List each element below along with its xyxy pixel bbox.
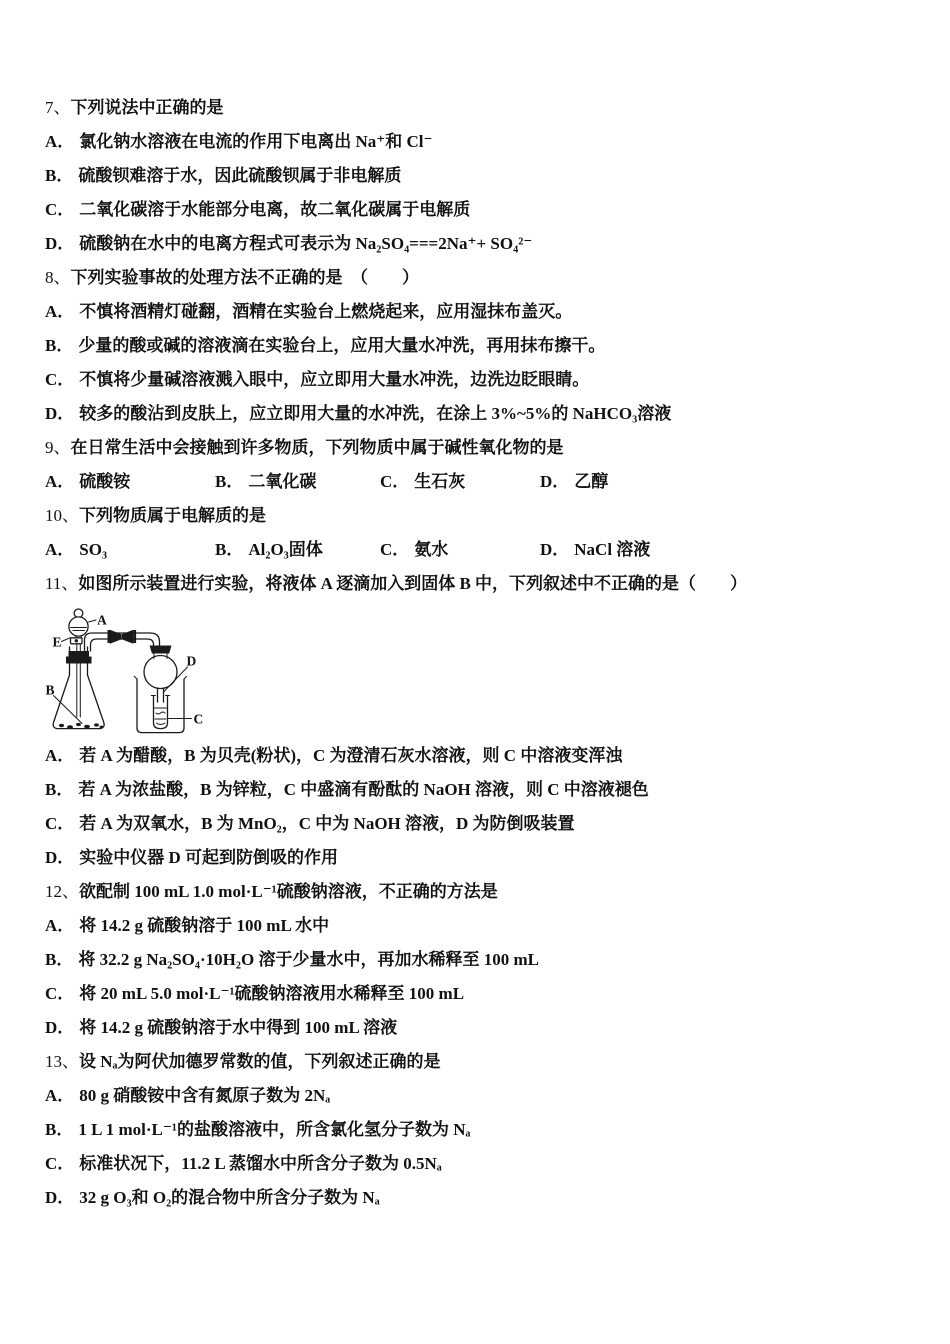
option (380, 533, 448, 567)
option (45, 125, 950, 159)
question-stem (45, 431, 950, 465)
option-label: A． (45, 132, 75, 151)
question-stem (45, 499, 950, 533)
option (380, 465, 465, 499)
option-label: A． (45, 540, 75, 559)
option-text: 若 A 为双氧水，B 为 MnO₂，C 中为 NaOH 溶液，D 为防倒吸装置 (79, 814, 575, 833)
option-label: D． (45, 1018, 75, 1037)
option (45, 363, 950, 397)
option-label: D． (45, 404, 75, 423)
question-10 (45, 499, 950, 567)
option-text: 1 L 1 mol·L⁻¹的盐酸溶液中，所含氯化氢分子数为 Nₐ (78, 1120, 471, 1139)
option-text: 二氧化碳溶于水能部分电离，故二氧化碳属于电解质 (79, 200, 471, 219)
option-label: C． (45, 984, 75, 1003)
question-7 (45, 91, 950, 261)
option (45, 397, 950, 431)
diagram-label-d: D (186, 653, 197, 669)
option-text: 较多的酸沾到皮肤上，应立即用大量的水冲洗，在涂上 3%~5%的 NaHCO₃溶液 (79, 404, 672, 423)
option-text: 氨水 (414, 540, 449, 559)
option-label: D． (45, 234, 75, 253)
option-text: 氯化钠水溶液在电流的作用下电离出 Na⁺和 Cl⁻ (79, 132, 433, 151)
option-text: 不慎将酒精灯碰翻，酒精在实验台上燃烧起来，应用湿抹布盖灭。 (79, 302, 573, 321)
option (45, 465, 130, 499)
option (45, 227, 950, 261)
option (45, 533, 107, 567)
option-text: 硫酸钡难溶于水，因此硫酸钡属于非电解质 (78, 166, 402, 185)
option-row (45, 465, 950, 499)
question-stem-text: 下列物质属于电解质的是 (79, 506, 266, 525)
option-label: A． (45, 916, 75, 935)
option-label: D． (45, 1188, 75, 1207)
option-text: NaCl 溶液 (574, 540, 651, 559)
option-label: A． (45, 302, 75, 321)
option (45, 943, 950, 977)
option (45, 1113, 950, 1147)
question-stem-text: 下列实验事故的处理方法不正确的是 （ ） (70, 268, 419, 287)
option (215, 533, 323, 567)
question-13 (45, 1045, 950, 1215)
option (45, 159, 950, 193)
question-stem (45, 567, 950, 601)
option (45, 1147, 950, 1181)
question-stem-text: 下列说法中正确的是 (70, 98, 224, 117)
question-stem-text: 在日常生活中会接触到许多物质，下列物质中属于碱性氧化物的是 (70, 438, 564, 457)
option (45, 739, 950, 773)
option-label: B． (45, 336, 74, 355)
apparatus-diagram (45, 601, 950, 739)
question-stem-text: 如图所示装置进行实验，将液体 A 逐滴加入到固体 B 中，下列叙述中不正确的是（ ） (78, 574, 748, 593)
option-text: 若 A 为浓盐酸，B 为锌粒，C 中盛滴有酚酞的 NaOH 溶液，则 C 中溶液褪色 (78, 780, 649, 799)
option (45, 1011, 950, 1045)
option-label: B． (215, 540, 244, 559)
pinch-clamp (108, 630, 137, 644)
question-number: 10、 (45, 506, 79, 525)
option (540, 533, 650, 567)
option (45, 773, 950, 807)
option (45, 329, 950, 363)
option (540, 465, 608, 499)
option-text: 不慎将少量碱溶液溅入眼中，应立即用大量水冲洗，边洗边眨眼睛。 (79, 370, 590, 389)
question-stem-text: 设 Nₐ为阿伏加德罗常数的值，下列叙述正确的是 (79, 1052, 441, 1071)
option-text: 二氧化碳 (248, 472, 317, 491)
option-label: A． (45, 472, 75, 491)
option-text: 将 14.2 g 硫酸钠溶于 100 mL 水中 (79, 916, 330, 935)
question-number: 13、 (45, 1052, 79, 1071)
question-stem-text: 欲配制 100 mL 1.0 mol·L⁻¹硫酸钠溶液，不正确的方法是 (79, 882, 498, 901)
option-text: 将 20 mL 5.0 mol·L⁻¹硫酸钠溶液用水稀释至 100 mL (79, 984, 465, 1003)
question-stem (45, 875, 950, 909)
option-text: 标准状况下，11.2 L 蒸馏水中所含分子数为 0.5Nₐ (79, 1154, 442, 1173)
option-label: B． (45, 166, 74, 185)
option-label: C． (380, 540, 410, 559)
option-text: 实验中仪器 D 可起到防倒吸的作用 (79, 848, 339, 867)
option (45, 909, 950, 943)
option (45, 193, 950, 227)
option-row (45, 533, 950, 567)
option-label: C． (45, 814, 75, 833)
option-label: B． (45, 1120, 74, 1139)
option-label: C． (45, 200, 75, 219)
question-stem (45, 261, 950, 295)
question-11 (45, 567, 950, 875)
question-number: 9、 (45, 438, 71, 457)
option-label: D． (540, 540, 570, 559)
question-12 (45, 875, 950, 1045)
option-label: C． (380, 472, 410, 491)
question-stem (45, 91, 950, 125)
solid-b-particles (59, 723, 104, 729)
option-text: Al₂O₃固体 (248, 540, 323, 559)
funnel-trap (144, 646, 177, 703)
option-text: 将 32.2 g Na₂SO₄·10H₂O 溶于少量水中，再加水稀释至 100 mL (78, 950, 539, 969)
option-label: C． (45, 1154, 75, 1173)
option-label: D． (45, 848, 75, 867)
question-8 (45, 261, 950, 431)
option-text: 将 14.2 g 硫酸钠溶于水中得到 100 mL 溶液 (79, 1018, 398, 1037)
option-label: D． (540, 472, 570, 491)
diagram-label-b: B (45, 682, 55, 698)
question-9 (45, 431, 950, 499)
option-label: B． (45, 780, 74, 799)
diagram-label-e: E (52, 634, 62, 650)
option-text: 硫酸钠在水中的电离方程式可表示为 Na₂SO₄===2Na⁺+ SO₄²⁻ (79, 234, 533, 253)
option-label: B． (45, 950, 74, 969)
diagram-label-c: C (193, 711, 204, 727)
option-text: 硫酸铵 (79, 472, 131, 491)
option (215, 465, 316, 499)
option-label: C． (45, 370, 75, 389)
option (45, 295, 950, 329)
option-label: B． (215, 472, 244, 491)
question-number: 8、 (45, 268, 71, 287)
apparatus-diagram-svg (45, 602, 255, 740)
option (45, 977, 950, 1011)
option-text: 少量的酸或碱的溶液滴在实验台上，应用大量水冲洗，再用抹布擦干。 (78, 336, 606, 355)
option-label: A． (45, 746, 75, 765)
option (45, 807, 950, 841)
option-text: 若 A 为醋酸，B 为贝壳(粉状)，C 为澄清石灰水溶液，则 C 中溶液变浑浊 (79, 746, 623, 765)
option (45, 841, 950, 875)
conical-flask (53, 647, 104, 729)
option-label: A． (45, 1086, 75, 1105)
test-tube (151, 696, 169, 729)
diagram-label-a: A (97, 612, 107, 628)
option-text: SO₃ (79, 540, 108, 559)
option-text: 32 g O₃和 O₂的混合物中所含分子数为 Nₐ (79, 1188, 380, 1207)
option (45, 1181, 950, 1215)
question-number: 11、 (45, 574, 79, 593)
question-stem (45, 1045, 950, 1079)
question-number: 12、 (45, 882, 79, 901)
option (45, 1079, 950, 1113)
option-text: 80 g 硝酸铵中含有氮原子数为 2Nₐ (79, 1086, 331, 1105)
option-text: 乙醇 (574, 472, 609, 491)
question-number: 7、 (45, 98, 71, 117)
option-text: 生石灰 (414, 472, 466, 491)
